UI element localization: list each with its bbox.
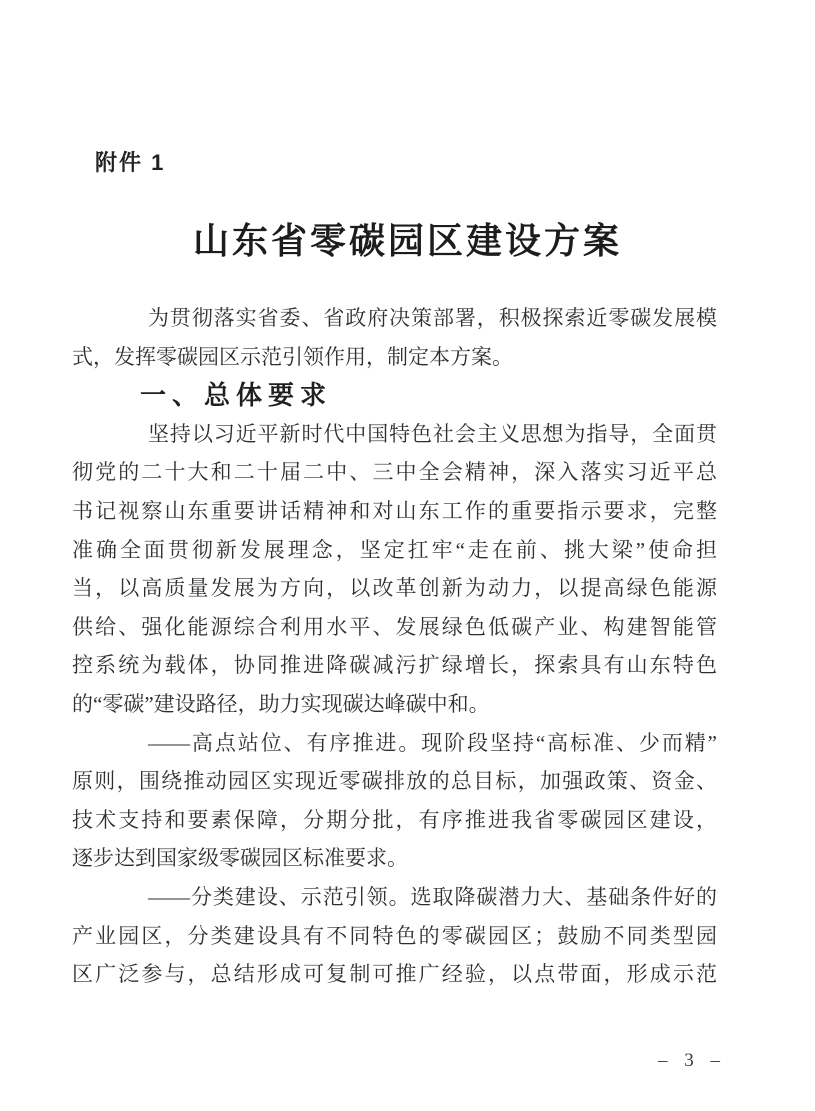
document-body [72,299,717,994]
document-line: 当，以高质量发展为方向，以改革创新为动力，以提高绿色能源 [72,576,717,601]
document-line: 技术支持和要素保障，分期分批，有序推进我省零碳园区建设， [72,807,717,832]
document-line: 准确全面贯彻新发展理念，坚定扛牢“走在前、挑大梁”使命担 [72,537,717,562]
document-line: ——高点站位、有序推进。现阶段坚持“高标准、少而精” [148,730,717,755]
document-line: 坚持以习近平新时代中国特色社会主义思想为指导，全面贯 [148,421,717,446]
document-line: 原则，围绕推动园区实现近零碳排放的总目标，加强政策、资金、 [72,769,717,794]
document-line: 式，发挥零碳园区示范引领作用，制定本方案。 [72,344,513,369]
document-line: 为贯彻落实省委、省政府决策部署，积极探索近零碳发展模 [148,306,717,330]
document-line: 书记视察山东重要讲话精神和对山东工作的重要指示要求，完整 [72,498,717,523]
document-line: 区广泛参与，总结形成可复制可推广经验，以点带面，形成示范 [72,962,717,987]
attachment-label: 附件 1 [95,150,166,175]
section-heading: 一、总体要求 [140,380,333,411]
page-number: – 3 – [658,1050,726,1071]
document-line: 逐步达到国家级零碳园区标准要求。 [72,846,408,871]
document-line: 供给、强化能源综合利用水平、发展绿色低碳产业、构建智能管 [72,614,717,639]
document-title: 山东省零碳园区建设方案 [192,221,622,261]
document-line: 彻党的二十大和二十届二中、三中全会精神，深入落实习近平总 [72,460,717,485]
document-line: ——分类建设、示范引领。选取降碳潜力大、基础条件好的 [148,884,717,909]
document-line: 控系统为载体，协同推进降碳减污扩绿增长，探索具有山东特色 [72,653,717,678]
document-line: 的“零碳”建设路径，助力实现碳达峰碳中和。 [72,691,490,716]
document-line: 产业园区，分类建设具有不同特色的零碳园区；鼓励不同类型园 [72,923,717,948]
